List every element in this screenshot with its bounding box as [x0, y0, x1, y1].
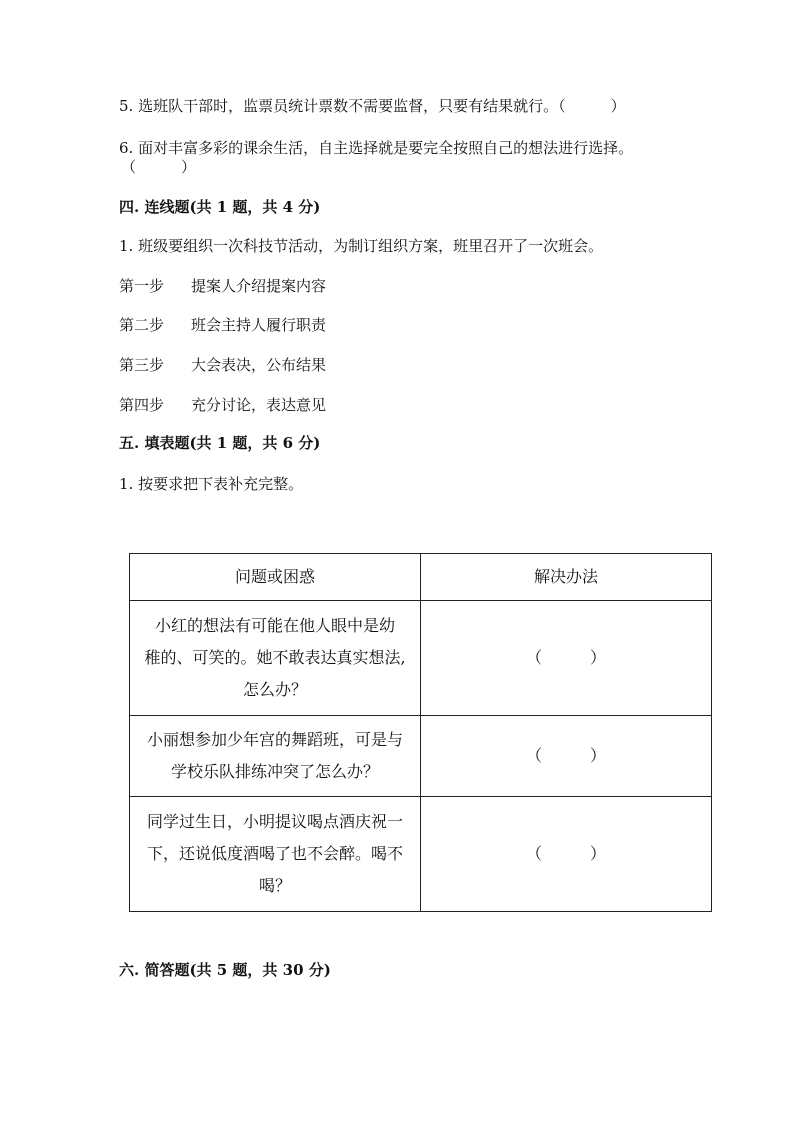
step-label: 第三步	[119, 356, 165, 374]
step-row-1	[119, 276, 326, 296]
cell-line: 学校乐队排练冲突了怎么办？	[170, 762, 379, 781]
step-row-2	[119, 315, 326, 335]
fill-table	[129, 553, 712, 912]
step-label: 第四步	[119, 396, 165, 414]
cell-line: 小红的想法有可能在他人眼中是幼	[154, 616, 395, 635]
tf-question-6: 6. 面对丰富多彩的课余生活，自主选择就是要完全按照自己的想法进行选择。	[119, 139, 634, 157]
section-5-heading: 五. 填表题(共 1 题，共 6 分)	[119, 434, 321, 452]
step-label: 第一步	[119, 277, 165, 295]
tf-question-5: 5. 选班队干部时，监票员统计票数不需要监督，只要有结果就行。（ ）	[119, 97, 626, 115]
step-row-3	[119, 355, 326, 375]
table-header-row	[130, 554, 712, 601]
tf-question-6-blank: （ ）	[121, 158, 197, 176]
table-cell-answer[interactable]	[421, 601, 712, 716]
step-row-4	[119, 395, 326, 415]
cell-line: 稚的、可笑的。她不敢表达真实想法,	[144, 648, 406, 667]
table-header-cell: 问题或困惑	[130, 554, 421, 601]
table-row	[130, 716, 712, 797]
section-5-question: 1. 按要求把下表补充完整。	[119, 475, 304, 493]
section-4-heading: 四. 连线题(共 1 题，共 4 分)	[119, 198, 321, 216]
section-4-question: 1. 班级要组织一次科技节活动，为制订组织方案，班里召开了一次班会。	[119, 237, 604, 255]
cell-line: 同学过生日，小明提议喝点酒庆祝一	[146, 812, 403, 831]
table-cell-problem	[130, 601, 421, 716]
cell-line: 下，还说低度酒喝了也不会醉。喝不	[146, 844, 403, 863]
step-label: 第二步	[119, 316, 165, 334]
cell-line: 喝？	[258, 876, 291, 895]
step-text: 班会主持人履行职责	[191, 316, 327, 334]
cell-line: 怎么办？	[242, 680, 307, 699]
table-header-cell: 解决办法	[421, 554, 712, 601]
answer-blank[interactable]: （ ）	[525, 746, 606, 765]
table-row	[130, 797, 712, 912]
table-cell-answer[interactable]	[421, 716, 712, 797]
table-cell-problem	[130, 716, 421, 797]
answer-blank[interactable]: （ ）	[525, 648, 606, 667]
step-text: 充分讨论，表达意见	[191, 396, 327, 414]
section-6-heading: 六. 简答题(共 5 题，共 30 分)	[119, 961, 331, 979]
answer-blank[interactable]: （ ）	[525, 844, 606, 863]
cell-line: 小丽想参加少年宫的舞蹈班，可是与	[146, 730, 403, 749]
table-row	[130, 601, 712, 716]
step-text: 提案人介绍提案内容	[191, 277, 327, 295]
table-cell-problem	[130, 797, 421, 912]
step-text: 大会表决，公布结果	[191, 356, 327, 374]
table-cell-answer[interactable]	[421, 797, 712, 912]
